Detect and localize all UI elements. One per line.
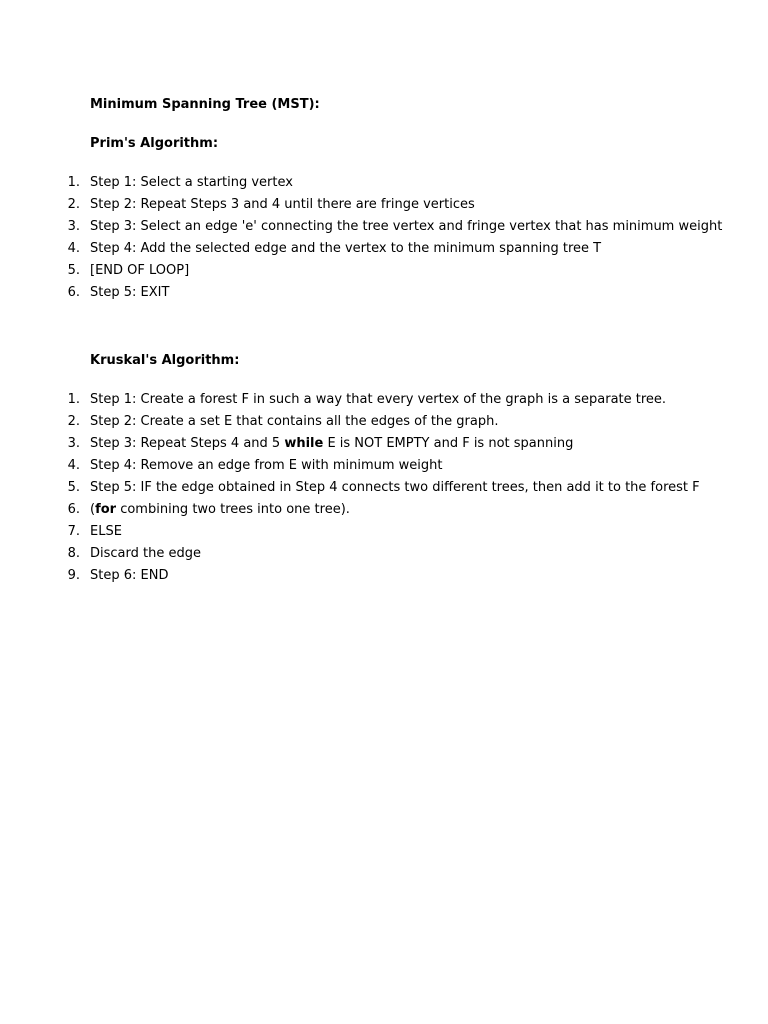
text-part: Step 3: Repeat Steps 4 and 5 xyxy=(90,436,285,451)
list-number: 6. xyxy=(67,502,80,517)
document-title: Minimum Spanning Tree (MST): xyxy=(90,97,320,112)
list-number: 5. xyxy=(67,263,80,278)
text-part: E is NOT EMPTY and F is not spanning xyxy=(323,436,574,451)
list-number: 5. xyxy=(67,480,80,495)
prim-heading: Prim's Algorithm: xyxy=(90,136,219,151)
list-number: 4. xyxy=(67,241,80,256)
list-number: 4. xyxy=(67,458,80,473)
list-number: 1. xyxy=(67,392,80,407)
list-number: 8. xyxy=(67,546,80,561)
list-text: Step 6: END xyxy=(90,568,169,583)
bold-keyword: for xyxy=(95,502,117,517)
bold-keyword: while xyxy=(284,436,324,451)
list-number: 2. xyxy=(67,414,80,429)
list-text: Step 5: IF the edge obtained in Step 4 connects two different trees, then add it to the forest F xyxy=(90,480,700,495)
list-text xyxy=(90,501,350,519)
list-number: 7. xyxy=(67,524,80,539)
list-text: Step 1: Select a starting vertex xyxy=(90,175,293,190)
list-text: Discard the edge xyxy=(90,546,201,561)
list-number: 1. xyxy=(67,175,80,190)
list-number: 3. xyxy=(67,219,80,234)
list-text: Step 4: Add the selected edge and the vertex to the minimum spanning tree T xyxy=(90,241,602,256)
list-text: [END OF LOOP] xyxy=(90,263,190,278)
text-part: ( xyxy=(90,502,96,517)
list-text xyxy=(90,435,573,453)
list-number: 6. xyxy=(67,285,80,300)
list-text: ELSE xyxy=(90,524,122,539)
list-text: Step 5: EXIT xyxy=(90,285,170,300)
list-text: Step 2: Create a set E that contains all the edges of the graph. xyxy=(90,414,499,429)
list-text: Step 4: Remove an edge from E with minimum weight xyxy=(90,458,443,473)
list-number: 2. xyxy=(67,197,80,212)
list-number: 3. xyxy=(67,436,80,451)
text-part: combining two trees into one tree). xyxy=(116,502,350,517)
kruskal-heading: Kruskal's Algorithm: xyxy=(90,353,240,368)
list-text: Step 3: Select an edge 'e' connecting the tree vertex and fringe vertex that has minimum weight xyxy=(90,219,723,234)
list-number: 9. xyxy=(67,568,80,583)
list-text: Step 1: Create a forest F in such a way that every vertex of the graph is a separate tree. xyxy=(90,392,667,407)
list-text: Step 2: Repeat Steps 3 and 4 until there are fringe vertices xyxy=(90,197,475,212)
